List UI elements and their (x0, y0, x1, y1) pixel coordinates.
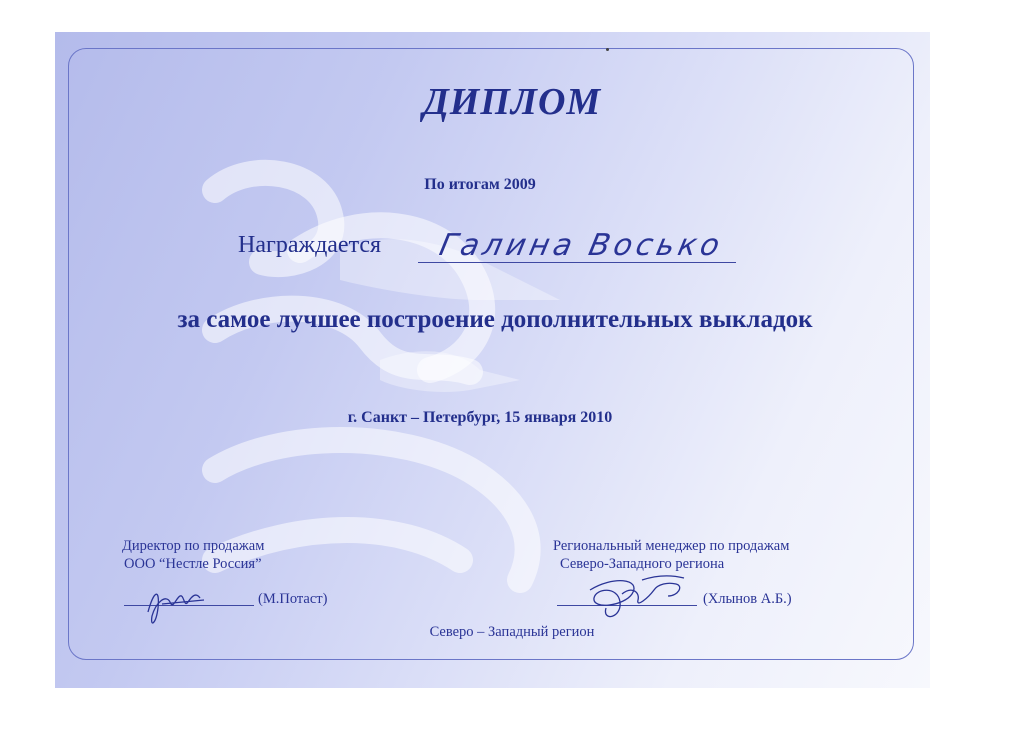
right-signature (572, 568, 702, 624)
right-signatory-role: Региональный менеджер по продажам (553, 538, 790, 554)
left-signatory-name: (М.Потаст) (258, 591, 328, 607)
award-reason: за самое лучшее построение дополнительных выкладок (177, 306, 813, 333)
right-signatory-name: (Хлынов А.Б.) (703, 591, 792, 607)
awardee-name-handwritten: Галина Восько (436, 228, 727, 263)
award-label: Награждается (238, 232, 382, 258)
right-signatory-org: Северо-Западного региона (560, 556, 725, 572)
left-signature (140, 580, 210, 630)
place-and-date: г. Санкт – Петербург, 15 января 2010 (347, 409, 613, 426)
left-signatory-role: Директор по продажам (122, 538, 265, 554)
footer-region: Северо – Западный регион (429, 624, 595, 640)
left-signatory-org: ООО “Нестле Россия” (124, 556, 262, 572)
diploma-title: ДИПЛОМ (422, 81, 602, 123)
diploma-subtitle: По итогам 2009 (424, 176, 536, 193)
paper-speck (606, 48, 609, 51)
